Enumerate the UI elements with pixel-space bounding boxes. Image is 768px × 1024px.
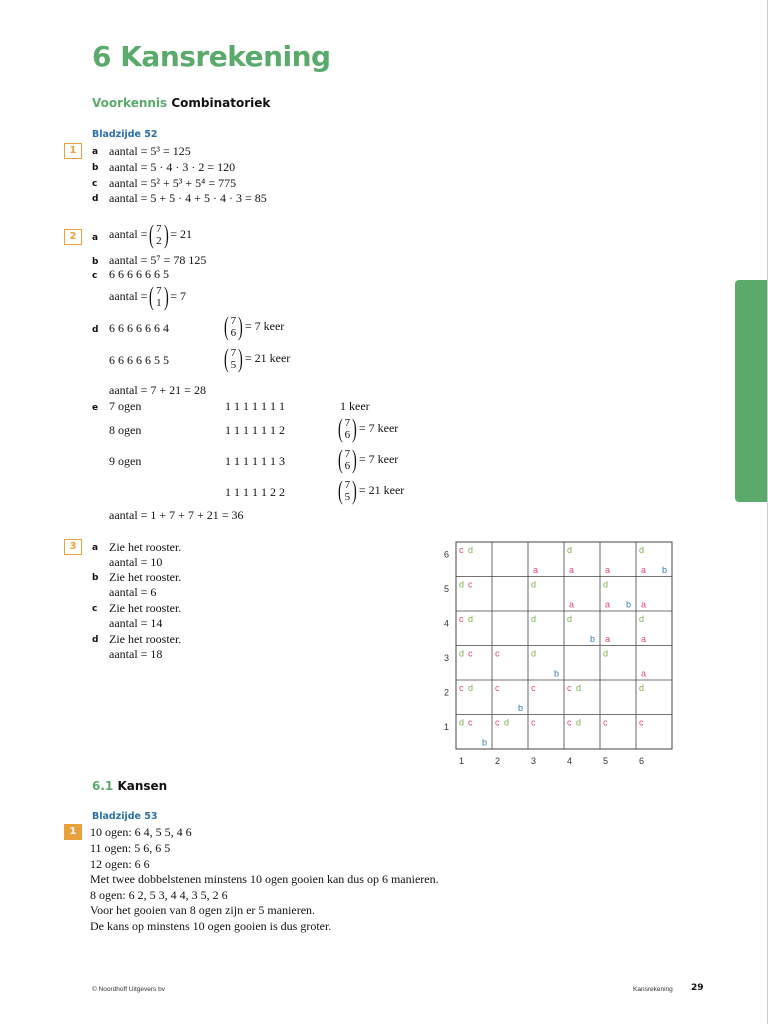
grid-mark-d: d <box>531 614 537 624</box>
grid-mark-d: d <box>567 614 573 624</box>
binomial-coefficient: ( 7 5 ) <box>223 344 243 373</box>
answer-line: De kans op minstens 10 ogen gooien is dus groter. <box>90 919 332 933</box>
grid-mark-b: b <box>518 703 524 713</box>
binomial-coefficient: ( 7 2 ) <box>149 220 169 249</box>
grid-mark-d: d <box>603 579 609 590</box>
grid-mark-c: c <box>459 683 464 693</box>
footer-chapter: Kansrekening <box>633 986 673 993</box>
answer-line: Met twee dobbelstenen minstens 10 ogen gooien kan dus op 6 manieren. <box>90 872 439 886</box>
grid-mark-c: c <box>531 683 536 693</box>
page-number: 29 <box>691 983 704 993</box>
binomial-coefficient: ( 7 6 ) <box>223 312 243 341</box>
grid-mark-d: d <box>468 683 474 693</box>
y-tick-label: 2 <box>444 687 450 698</box>
answer-line: aantal = 14 <box>109 616 163 630</box>
footer-copyright: © Noordhoff Uitgevers bv <box>92 986 165 993</box>
answer-result: = 21 keer <box>244 350 291 365</box>
x-tick-label: 5 <box>603 756 609 766</box>
dice-sequence: 6 6 6 6 6 6 5 <box>109 267 169 281</box>
answer-line-binomial <box>109 284 186 310</box>
item-letter: d <box>92 635 99 645</box>
section-heading-black: Kansen <box>117 779 168 793</box>
page-title: 6 Kansrekening <box>92 40 331 73</box>
grid-mark-d: d <box>459 717 465 728</box>
answer-prefix: aantal = <box>109 226 148 241</box>
binom-n: 7 <box>344 417 351 429</box>
grid-mark-a: a <box>641 668 647 679</box>
binomial-coefficient: ( 7 6 ) <box>337 414 357 443</box>
answer-line: aantal = 18 <box>109 647 163 661</box>
grid-mark-c: c <box>459 614 464 624</box>
y-tick-label: 1 <box>444 721 450 732</box>
section-heading-black: Combinatoriek <box>171 96 271 110</box>
chapter-tab-marker <box>735 280 768 502</box>
exercise-number-3: 3 <box>64 539 82 555</box>
binom-n: 7 <box>344 448 351 460</box>
answer-line: 11 ogen: 5 6, 6 5 <box>90 841 171 855</box>
answer-line: aantal = 5 + 5 · 4 + 5 · 4 · 3 = 85 <box>109 191 267 205</box>
answer-line-binomial <box>222 314 284 340</box>
binom-n: 7 <box>230 315 237 327</box>
grid-mark-d: d <box>639 614 645 624</box>
binom-n: 7 <box>344 479 351 491</box>
x-tick-label: 6 <box>639 756 645 766</box>
y-tick-label: 4 <box>444 618 450 629</box>
binom-k: 2 <box>156 235 162 247</box>
item-letter: c <box>92 604 98 614</box>
exercise-number-1: 1 <box>64 143 82 159</box>
grid-mark-d: d <box>459 648 465 659</box>
item-letter: c <box>92 179 98 189</box>
answer-line: aantal = 7 + 21 = 28 <box>109 383 206 397</box>
grid-mark-c: c <box>567 683 572 693</box>
grid-mark-a: a <box>641 599 647 610</box>
item-letter: a <box>92 147 99 157</box>
binom-n: 7 <box>156 223 162 235</box>
answer-line: Zie het rooster. <box>109 570 182 584</box>
answer-result: 1 keer <box>340 399 370 413</box>
answer-result: = 7 <box>170 288 187 303</box>
grid-mark-a: a <box>641 634 647 644</box>
answer-result: = 7 keer <box>244 318 285 333</box>
item-letter: b <box>92 573 99 583</box>
answer-line: 12 ogen: 6 6 <box>90 857 150 871</box>
grid-mark-d: d <box>639 545 645 555</box>
answer-result: = 7 keer <box>358 420 399 435</box>
binom-k: 6 <box>344 429 351 441</box>
dice-outcome-grid <box>440 536 690 766</box>
binomial-coefficient: ( 7 1 ) <box>149 282 169 311</box>
grid-mark-c: c <box>495 717 500 728</box>
grid-mark-d: d <box>531 579 537 590</box>
answer-line: aantal = 5⁷ = 78 125 <box>109 253 207 267</box>
grid-mark-c: c <box>468 648 473 659</box>
answer-result: = 21 <box>170 226 193 241</box>
answer-line-binomial <box>336 478 404 504</box>
answer-line-binomial <box>222 346 290 372</box>
answer-line-binomial <box>336 447 398 473</box>
grid-mark-d: d <box>531 648 537 659</box>
y-tick-label: 5 <box>444 583 450 594</box>
item-letter: b <box>92 257 99 267</box>
binom-k: 5 <box>344 491 351 503</box>
grid-mark-d: d <box>468 614 474 624</box>
exercise-number-1: 1 <box>64 824 82 840</box>
dice-sequence: 1 1 1 1 1 1 3 <box>225 454 285 468</box>
x-tick-label: 2 <box>495 756 501 766</box>
grid-mark-d: d <box>504 717 510 728</box>
section-heading-voorkennis <box>92 96 270 110</box>
answer-line: aantal = 10 <box>109 555 163 569</box>
grid-mark-a: a <box>569 565 575 575</box>
answer-line: Zie het rooster. <box>109 601 182 615</box>
answer-line: aantal = 5² + 5³ + 5⁴ = 775 <box>109 176 237 190</box>
item-letter: b <box>92 163 99 173</box>
grid-mark-d: d <box>459 579 465 590</box>
answer-line: aantal = 1 + 7 + 7 + 21 = 36 <box>109 508 244 522</box>
section-heading-kansen <box>92 779 167 793</box>
grid-mark-a: a <box>569 599 575 610</box>
grid-mark-d: d <box>468 545 474 555</box>
grid-mark-c: c <box>531 717 536 728</box>
grid-mark-d: d <box>639 683 645 693</box>
answer-line: aantal = 6 <box>109 585 157 599</box>
item-letter: a <box>92 233 99 243</box>
binom-k: 6 <box>344 460 351 472</box>
dice-sequence: 1 1 1 1 1 1 2 <box>225 423 285 437</box>
answer-line: Voor het gooien van 8 ogen zijn er 5 manieren. <box>90 903 316 917</box>
item-letter: a <box>92 543 99 553</box>
dice-sequence: 1 1 1 1 1 1 1 <box>225 399 285 413</box>
answer-line: aantal = 5³ = 125 <box>109 144 191 158</box>
grid-mark-c: c <box>468 579 473 590</box>
grid-mark-d: d <box>576 683 582 693</box>
grid-mark-c: c <box>567 717 572 728</box>
grid-mark-b: b <box>590 634 596 644</box>
page-reference-52: Bladzijde 52 <box>92 129 158 140</box>
x-tick-label: 1 <box>459 756 465 766</box>
grid-mark-a: a <box>641 565 647 575</box>
item-letter: e <box>92 403 99 413</box>
answer-line-binomial <box>109 222 192 248</box>
y-tick-label: 3 <box>444 652 450 663</box>
dice-sequence: 1 1 1 1 1 2 2 <box>225 485 285 499</box>
answer-result: = 7 keer <box>358 451 399 466</box>
binom-n: 7 <box>230 347 237 359</box>
dice-sequence: 6 6 6 6 6 5 5 <box>109 353 169 367</box>
dice-sequence: 6 6 6 6 6 6 4 <box>109 321 169 335</box>
answer-line: Zie het rooster. <box>109 540 182 554</box>
grid-mark-b: b <box>482 737 488 748</box>
exercise-number-2: 2 <box>64 229 82 245</box>
binomial-coefficient: ( 7 5 ) <box>337 476 357 505</box>
binom-n: 7 <box>156 285 162 297</box>
y-tick-label: 6 <box>444 549 450 560</box>
section-heading-green: Voorkennis <box>92 96 168 110</box>
answer-result: = 21 keer <box>358 482 405 497</box>
grid-mark-c: c <box>495 648 500 659</box>
binom-k: 1 <box>156 297 162 309</box>
section-heading-green: 6.1 <box>92 779 114 793</box>
answer-line: aantal = 5 · 4 · 3 · 2 = 120 <box>109 160 236 174</box>
answer-line: 8 ogen: 6 2, 5 3, 4 4, 3 5, 2 6 <box>90 888 228 902</box>
answer-line: 10 ogen: 6 4, 5 5, 4 6 <box>90 825 192 839</box>
page-reference-53: Bladzijde 53 <box>92 811 158 822</box>
grid-mark-d: d <box>603 648 609 659</box>
answer-line: Zie het rooster. <box>109 632 182 646</box>
binomial-coefficient: ( 7 6 ) <box>337 445 357 474</box>
ogen-label: 9 ogen <box>109 454 142 468</box>
grid-mark-c: c <box>603 717 608 728</box>
ogen-label: 8 ogen <box>109 423 142 437</box>
item-letter: c <box>92 271 98 281</box>
grid-mark-b: b <box>554 668 560 679</box>
grid-mark-b: b <box>662 565 668 575</box>
grid-mark-a: a <box>605 634 611 644</box>
grid-mark-b: b <box>626 599 632 610</box>
grid-mark-a: a <box>605 599 611 610</box>
binom-k: 6 <box>230 327 237 339</box>
grid-mark-c: c <box>495 683 500 693</box>
x-tick-label: 3 <box>531 756 537 766</box>
answer-prefix: aantal = <box>109 288 148 303</box>
answer-line-binomial <box>336 416 398 442</box>
grid-mark-c: c <box>639 717 644 728</box>
grid-mark-c: c <box>459 545 464 555</box>
grid-mark-d: d <box>576 717 582 728</box>
grid-mark-a: a <box>605 565 611 575</box>
x-tick-label: 4 <box>567 756 573 766</box>
grid-mark-a: a <box>533 565 539 575</box>
item-letter: d <box>92 194 99 204</box>
grid-mark-d: d <box>567 545 573 555</box>
item-letter: d <box>92 325 99 335</box>
binom-k: 5 <box>230 359 237 371</box>
grid-mark-c: c <box>468 717 473 728</box>
ogen-label: 7 ogen <box>109 399 142 413</box>
